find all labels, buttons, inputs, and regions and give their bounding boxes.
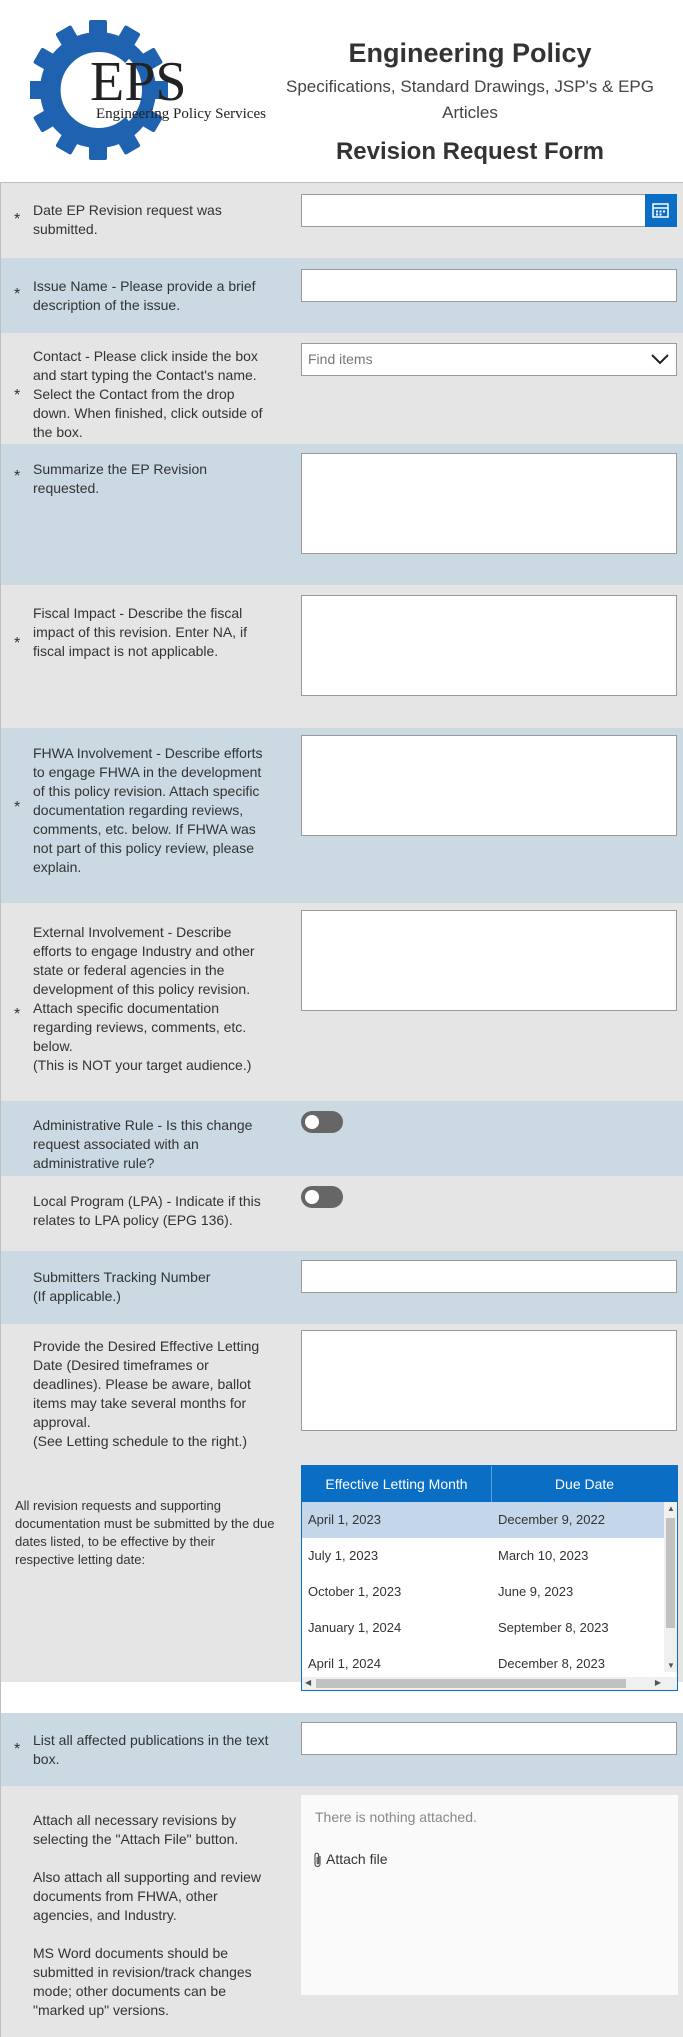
issue-name-row [1,258,683,333]
tracking-number-row [1,1251,683,1324]
administrative-rule-row [1,1101,683,1176]
summary-textarea[interactable] [301,453,677,554]
external-involvement-textarea[interactable] [301,910,677,1011]
fiscal-impact-row [1,585,683,728]
required-marker: * [14,211,21,228]
toggle-knob [305,1190,319,1204]
due-date-cell: March 10, 2023 [498,1548,589,1563]
letting-date-row [1,1324,683,1687]
date-submitted-row [1,183,683,258]
date-picker-button[interactable] [645,194,677,227]
fhwa-textarea[interactable] [301,735,677,836]
summary-row [1,444,683,585]
toggle-knob [305,1115,319,1129]
form-header [0,0,683,183]
svg-text:EPS: EPS [90,51,187,113]
scroll-down-icon[interactable]: ▼ [667,1661,675,1670]
scroll-right-icon[interactable]: ▶ [654,1678,661,1687]
local-program-row [1,1176,683,1251]
letting-date-textarea[interactable] [301,1330,677,1431]
letting-month-cell: July 1, 2023 [308,1548,379,1563]
local-program-toggle[interactable] [301,1186,343,1208]
tracking-number-input[interactable] [301,1260,677,1293]
due-date-cell: December 9, 2022 [498,1512,605,1527]
attach-file-button[interactable] [313,1851,387,1868]
table-row[interactable] [302,1538,666,1574]
required-marker: * [14,387,21,404]
scroll-up-icon[interactable]: ▲ [667,1504,675,1513]
paperclip-icon [313,1852,323,1868]
attachments-label: Attach all necessary revisions by selecting the "Attach File" button. Also attach all supporting and review documents from FHWA, other agencies, and Industry. MS Word documents should be submitted in revision/track changes mode; other documents can be "marked up" versions. [33,1812,262,2018]
due-date-cell: December 8, 2023 [498,1656,605,1671]
letting-schedule-table[interactable] [301,1465,678,1691]
fiscal-impact-textarea[interactable] [301,595,677,696]
table-body [302,1502,677,1684]
attach-file-label: Attach file [326,1851,388,1867]
form-title: Revision Request Form [335,138,605,165]
due-date-cell: June 9, 2023 [498,1584,574,1599]
issue-name-input[interactable] [301,269,677,302]
required-marker: * [14,1741,21,1758]
local-program-label: Local Program (LPA) - Indicate if this relates to LPA policy (EPG 136). [33,1193,261,1228]
required-marker: * [14,799,21,816]
letting-month-cell: October 1, 2023 [308,1584,402,1599]
contact-label: Contact - Please click inside the box and start typing the Contact's name. Select the Contact from the drop down. When finished, click outside of the box. [33,348,263,440]
page-subtitle: Specifications, Standard Drawings, JSP's & EPG Articles [286,77,654,122]
horizontal-scrollbar[interactable] [302,1677,677,1690]
table-row[interactable] [302,1574,666,1610]
attachments-empty-text: There is nothing attached. [315,1809,477,1825]
letting-month-cell: April 1, 2024 [308,1656,381,1671]
required-marker: * [14,468,21,485]
chevron-down-icon[interactable] [650,352,670,366]
scrollbar-thumb[interactable] [666,1518,675,1628]
table-row[interactable] [302,1502,666,1538]
issue-name-label: Issue Name - Please provide a brief description of the issue. [33,278,256,313]
page-title: Engineering Policy [348,38,592,68]
letting-schedule-note: All revision requests and supporting documentation must be submitted by the due dates listed, to be effective by their respective letting date: [15,1498,275,1567]
attachments-box [301,1795,678,1995]
administrative-rule-toggle[interactable] [301,1111,343,1133]
date-submitted-input[interactable] [301,194,677,227]
table-row[interactable] [302,1610,666,1646]
eps-logo [30,18,268,164]
external-involvement-label: External Involvement - Describe efforts to engage Industry and other state or federal agencies in the development of this policy revision. Attach specific documentation regarding reviews, comments, etc. below. (This is NOT your target audience.) [33,924,255,1073]
table-header [302,1466,677,1502]
fiscal-impact-label: Fiscal Impact - Describe the fiscal impact of this revision. Enter NA, if fiscal impact is not applicable. [33,605,247,659]
column-header-due[interactable]: Due Date [554,1476,615,1492]
fhwa-label: FHWA Involvement - Describe efforts to engage FHWA in the development of this policy revision. Attach specific documentation regarding reviews, comments, etc. below. If FHWA was not part of this policy review, please explain. [33,745,263,875]
external-involvement-row [1,903,683,1101]
administrative-rule-label: Administrative Rule - Is this change request associated with an administrative rule? [33,1117,253,1171]
summary-label: Summarize the EP Revision requested. [33,461,208,496]
scrollbar-thumb[interactable] [316,1679,626,1688]
attachments-row [1,1786,683,2037]
tracking-number-label: Submitters Tracking Number (If applicable.) [33,1269,211,1304]
affected-publications-row [1,1713,683,1786]
column-header-month[interactable]: Effective Letting Month [302,1466,492,1502]
due-date-cell: September 8, 2023 [498,1620,609,1635]
fhwa-row [1,728,683,903]
affected-publications-label: List all affected publications in the text box. [33,1732,269,1767]
revision-request-form [0,183,683,2037]
contact-placeholder: Find items [308,351,373,367]
required-marker: * [14,1006,21,1023]
date-submitted-label: Date EP Revision request was submitted. [33,202,222,237]
title-block [270,36,670,168]
contact-combobox[interactable] [301,343,677,376]
svg-text:Engineering Policy Services: Engineering Policy Services [96,106,266,122]
vertical-scrollbar[interactable] [664,1502,677,1672]
required-marker: * [14,286,21,303]
letting-date-label: Provide the Desired Effective Letting Date (Desired timeframes or deadlines). Please be aware, ballot items may take several months for approval. (See Letting schedule to the right.) [33,1338,260,1449]
required-marker: * [14,635,21,652]
letting-month-cell: April 1, 2023 [308,1512,381,1527]
calendar-icon [652,202,669,218]
letting-month-cell: January 1, 2024 [308,1620,402,1635]
affected-publications-input[interactable] [301,1722,677,1755]
contact-row [1,333,683,444]
scroll-left-icon[interactable]: ◀ [305,1678,312,1687]
